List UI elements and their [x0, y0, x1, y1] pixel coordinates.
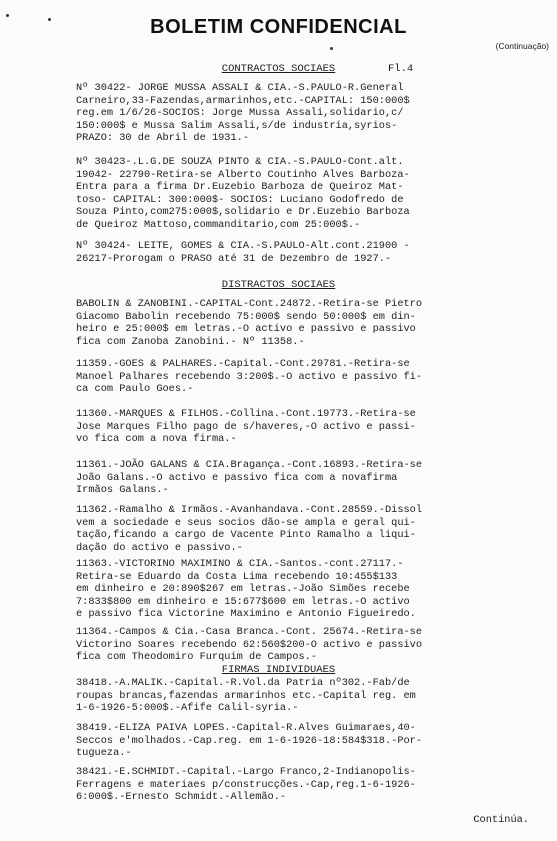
contract-entry: Nº 30424- LEITE, GOMES & CIA.-S.PAULO-Alt.cont.21900 - 26217-Prorogam o PRASO até 31 de Dezembro de 1927.- — [76, 240, 410, 265]
contract-entry: Nº 30423-.L.G.DE SOUZA PINTO & CIA.-S.PAULO-Cont.alt. 19042- 22790-Retira-se Alberto Coutinho Alves Barboza- Entra para a firma Dr.Euzebio Barboza de Queiroz Mat- toso- CAPITAL: 300:000$- SOCIOS: Luciano Godofredo de Souza Pinto,com275:000$,solidario e Dr.Euzebio Barboza de Queiroz Mattoso,commanditario,com 25:000$.- — [76, 156, 410, 231]
document-title: BOLETIM CONFIDENCIAL — [150, 16, 407, 38]
section-header-distractos: DISTRACTOS SOCIAES — [221, 279, 336, 291]
ink-dot — [330, 47, 333, 50]
continues-note: Continúa. — [473, 814, 529, 826]
sheet-number: Fl.4 — [388, 63, 414, 75]
contract-entry: Nº 30422- JORGE MUSSA ASSALI & CIA.-S.PAULO-R.General Carneiro,33-Fazendas,armarinhos,etc.-CAPITAL: 150:000$ reg.em 1/6/26-SOCIOS: Jorge Mussa Assali,solidario,c/ 150:000$ e Mussa Salim Assali,s/de industria,syrios- PRAZO: 30 de Abril de 1931.- — [76, 82, 410, 145]
firm-entry: 38419.-ELIZA PAIVA LOPES.-Capital-R.Alves Guimaraes,40- Seccos e'molhados.-Cap.reg. em 1-6-1926-18:584$318.-Por- tugueza.- — [76, 722, 423, 760]
distract-entry: BABOLIN & ZANOBINI.-CAPITAL-Cont.24872.-Retira-se Pietro Giacomo Babolin recebendo 75:000$ sendo 50:000$ em din- heiro e 25:000$ em letras.-O activo e passivo e passivo fica com Zanoba Zanobini.- Nº 11358.- — [76, 298, 423, 348]
firm-entry: 38421.-E.SCHMIDT.-Capital.-Largo Franco,2-Indianopolis- Ferragens e materiaes p/construcções.-Cap,reg.1-6-1926- 6:000$.-Ernesto Schmidt.-Allemão.- — [76, 766, 416, 804]
distract-entry: 11359.-GOES & PALHARES.-Capital.-Cont.29781.-Retira-se Manoel Palhares recebendo 3:200$.-O activo e passivo fi- ca com Paulo Goes.- — [76, 358, 423, 396]
section-header-contractos: CONTRACTOS SOCIAES — [221, 63, 336, 75]
distract-entry: 11362.-Ramalho & Irmãos.-Avanhandava.-Cont.28559.-Dissol vem a sociedade e seus socios dão-se ampla e geral qui- tação,ficando a cargo de Vacente Pinto Ramalho a liqui- dação do activo e passivo.- — [76, 504, 423, 554]
distract-entry: 11360.-MARQUES & FILHOS.-Collina.-Cont.19773.-Retira-se Jose Marques Filho pago de s/haveres,-O activo e passi- vo fica com a nova firma.- — [76, 408, 416, 446]
distract-entry: 11363.-VICTORINO MAXIMINO & CIA.-Santos.-cont.27117.- Retira-se Eduardo da Costa Lima recebendo 10:455$133 em dinheiro e 20:890$267 em letras.-João Simões recebe 7:833$800 em dinheiro e 15:677$600 em letras.-O activo e passivo fica Victorine Maximino e Antonio Figueiredo. — [76, 558, 416, 621]
distract-entry: 11364.-Campos & Cia.-Casa Branca.-Cont. 25674.-Retira-se Victorino Soares recebendo 62:560$200-O activo e passivo fica com Theodomiro Furquim de Campos.- — [76, 626, 423, 664]
firm-entry: 38418.-A.MALIK.-Capital.-R.Vol.da Patria nº302.-Fab/de roupas brancas,fazendas armarinhos etc.-Capital reg. em 1-6-1926-5:000$.-Afife Calil-syria.- — [76, 677, 416, 715]
continuation-note: (Continuação) — [495, 41, 549, 51]
section-header-firmas: FIRMAS INDIVIDUAES — [221, 664, 336, 676]
distract-entry: 11361.-JOÃO GALANS & CIA.Bragança.-Cont.16893.-Retira-se João Galans.-O activo e passivo fica com a novafirma Irmãos Galans.- — [76, 459, 423, 497]
